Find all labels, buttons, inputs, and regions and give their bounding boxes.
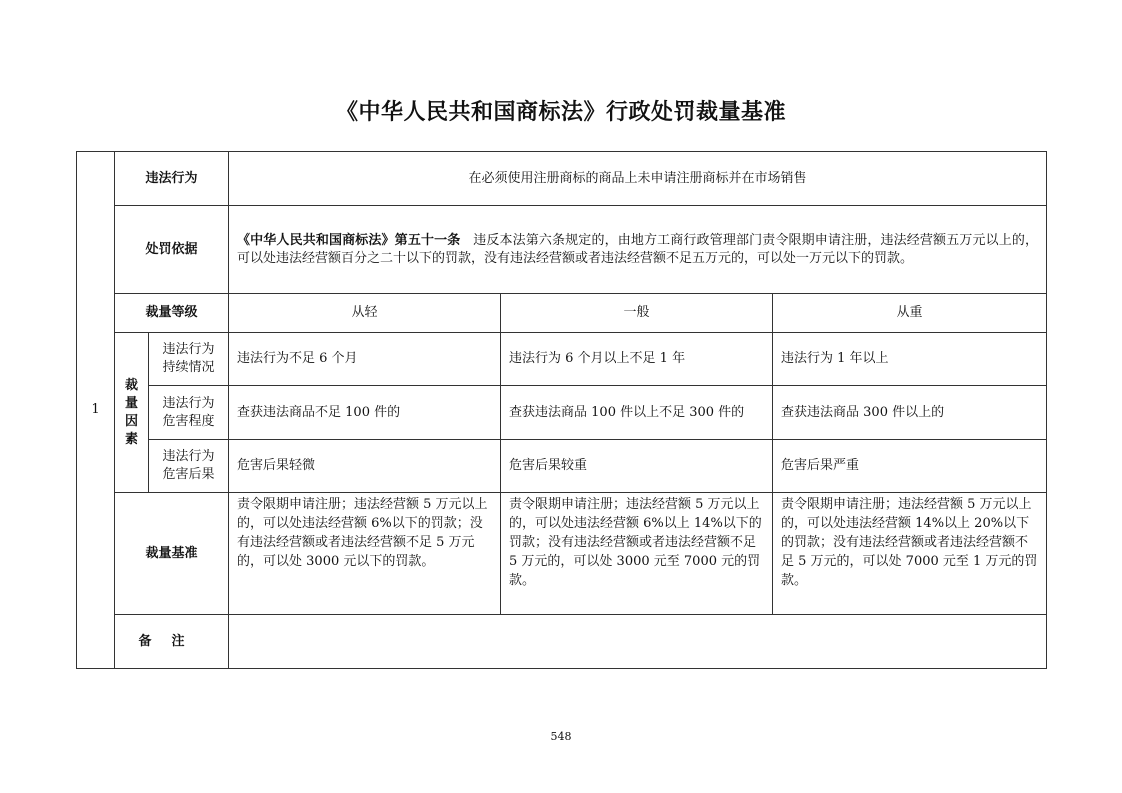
basis-label: 处罚依据 xyxy=(115,206,229,294)
basis-value xyxy=(229,206,1047,294)
level-heavy: 从重 xyxy=(773,294,1047,333)
discretion-table xyxy=(76,151,1047,669)
basis-row xyxy=(77,206,1047,294)
violation-row xyxy=(77,152,1047,206)
row-number: 1 xyxy=(77,152,115,669)
standard-row xyxy=(77,493,1047,615)
basis-text: 违反本法第六条规定的，由地方工商行政管理部门责令限期申请注册，违法经营额五万元以上的，可以处违法经营额百分之二十以下的罚款，没有违法经营额或者违法经营额不足五万元的，可以处一万元以下的罚款。 xyxy=(237,232,1039,266)
factor-value: 违法行为 6 个月以上不足 1 年 xyxy=(501,333,773,386)
level-light: 从轻 xyxy=(229,294,501,333)
factor-row xyxy=(77,440,1047,493)
standard-normal: 责令限期申请注册；违法经营额 5 万元以上的，可以处违法经营额 6%以上 14%以下的罚款；没有违法经营额或者违法经营额不足 5 万元的，可以处 3000 元至 7000 元的罚款。 xyxy=(501,493,773,615)
factor-name-line: 违法行为 xyxy=(162,342,215,357)
factor-row xyxy=(77,333,1047,386)
level-normal: 一般 xyxy=(501,294,773,333)
standard-label: 裁量基准 xyxy=(115,493,229,615)
factors-label-char: 素 xyxy=(124,431,138,447)
factors-label-char: 裁 xyxy=(124,377,138,393)
factor-value: 危害后果轻微 xyxy=(229,440,501,493)
violation-value: 在必须使用注册商标的商品上未申请注册商标并在市场销售 xyxy=(229,152,1047,206)
factor-value: 查获违法商品 100 件以上不足 300 件的 xyxy=(501,386,773,440)
remarks-row xyxy=(77,615,1047,669)
levels-row xyxy=(77,294,1047,333)
standard-heavy: 责令限期申请注册；违法经营额 5 万元以上的，可以处违法经营额 14%以上 20%以下的罚款；没有违法经营额或者违法经营额不足 5 万元的，可以处 7000 元至 1 万元的罚款。 xyxy=(773,493,1047,615)
factor-name-consequence xyxy=(149,440,229,493)
standard-light: 责令限期申请注册；违法经营额 5 万元以上的，可以处违法经营额 6%以下的罚款；没有违法经营额或者违法经营额不足 5 万元的，可以处 3000 元以下的罚款。 xyxy=(229,493,501,615)
factor-value: 危害后果严重 xyxy=(773,440,1047,493)
page-title: 《中华人民共和国商标法》行政处罚裁量基准 xyxy=(335,100,786,125)
levels-label: 裁量等级 xyxy=(115,294,229,333)
factor-value: 违法行为不足 6 个月 xyxy=(229,333,501,386)
factor-name-duration xyxy=(149,333,229,386)
factor-name-line: 危害后果 xyxy=(162,467,215,482)
factor-name-line: 持续情况 xyxy=(162,360,215,375)
remarks-label: 备注 xyxy=(115,615,229,669)
factor-name-line: 危害程度 xyxy=(162,413,215,429)
factor-name-line: 违法行为 xyxy=(162,395,215,411)
factor-name-line: 违法行为 xyxy=(162,449,215,464)
factors-label-char: 量 xyxy=(124,395,138,411)
page-number: 548 xyxy=(550,730,572,743)
basis-law-title: 《中华人民共和国商标法》第五十一条 xyxy=(237,232,461,248)
factor-name-severity xyxy=(149,386,229,440)
factor-value: 查获违法商品 300 件以上的 xyxy=(773,386,1047,440)
factor-value: 危害后果较重 xyxy=(501,440,773,493)
remarks-value xyxy=(229,615,1047,669)
factor-row xyxy=(77,386,1047,440)
violation-label: 违法行为 xyxy=(115,152,229,206)
factor-value: 查获违法商品不足 100 件的 xyxy=(229,386,501,440)
factor-value: 违法行为 1 年以上 xyxy=(773,333,1047,386)
factors-label-char: 因 xyxy=(124,413,138,429)
factors-label xyxy=(115,333,149,493)
